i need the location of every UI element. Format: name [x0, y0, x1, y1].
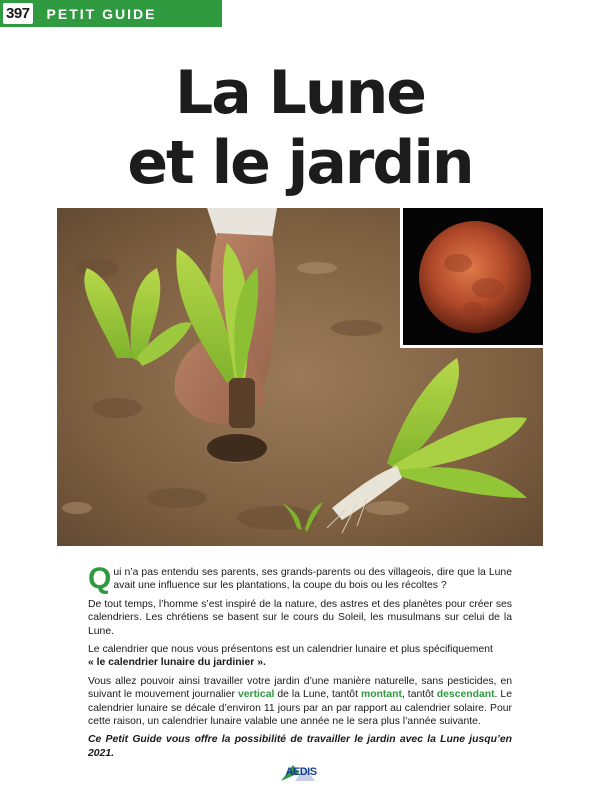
- paragraph-4: [88, 675, 512, 729]
- title-line-1: La Lune: [175, 58, 425, 128]
- highlight-vertical: vertical: [237, 689, 275, 701]
- paragraph-1: [88, 562, 512, 595]
- paragraph-4-part-a: Vous allez pouvoir ainsi travailler votre jardin d’une manière naturelle, sans pesticides, en suivant le mouvement journalier: [88, 675, 512, 701]
- paragraph-3-text: Le calendrier que nous vous présentons est un calendrier lunaire et plus spécifiquement: [88, 644, 493, 656]
- paragraph-4-part-c: , tantôt: [401, 689, 434, 701]
- series-name: PETIT GUIDE: [46, 5, 157, 22]
- closing-statement: Ce Petit Guide vous offre la possibilité de travailler le jardin avec la Lune jusqu’en 2021.: [88, 734, 512, 759]
- paragraph-3-emphasis: « le calendrier lunaire du jardinier ».: [88, 657, 266, 669]
- paragraph-4-part-b: de la Lune, tantôt: [277, 689, 358, 701]
- paragraph-1-text: ui n’a pas entendu ses parents, ses grands-parents ou des villageois, dire que la Lune avait une influence sur les plantations, la coupe du bois ou les récoltes ?: [113, 567, 512, 592]
- paragraph-3: [88, 643, 512, 670]
- paragraph-2: De tout temps, l’homme s’est inspiré de la nature, des astres et des planètes pour créer ses calendriers. Les chrétiens se basent sur le cours du Soleil, les musulmans sur celui de la Lune.: [88, 598, 512, 637]
- series-number: 397: [3, 3, 33, 24]
- title-line-2: et le jardin: [127, 128, 473, 198]
- drop-cap: Q: [88, 562, 112, 595]
- moon-photo: [400, 208, 543, 348]
- intro-text: [88, 562, 512, 765]
- highlight-montant: montant: [360, 689, 402, 701]
- highlight-descendant: descendant: [436, 689, 495, 701]
- publisher-name: AEDIS: [285, 766, 317, 778]
- paragraph-4-part-d: . Le calendrier lunaire se décale d’environ 11 jours par an par rapport au calendrier solaire. Pour cette raison, un calendrier lunaire valable une année ne le sera plus l’année suivante.: [88, 689, 512, 728]
- red-moon-illustration: [403, 208, 543, 345]
- series-banner: [0, 0, 222, 27]
